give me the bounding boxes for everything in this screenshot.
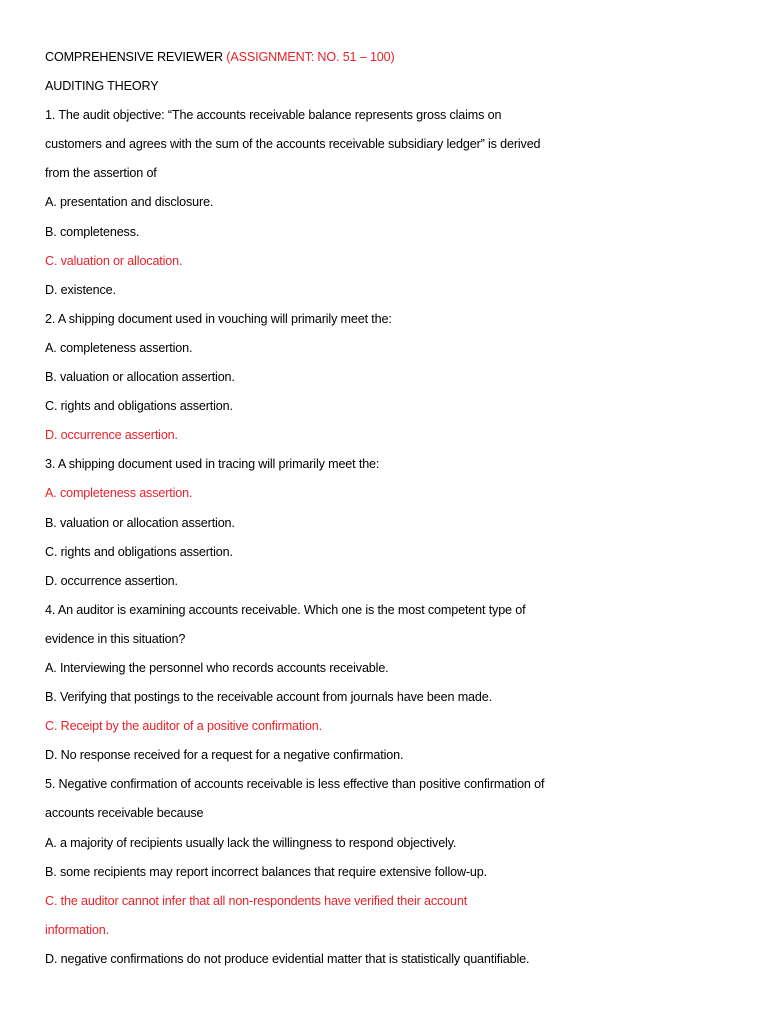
answer-option-line: C. valuation or allocation. [45, 253, 183, 268]
option-line: B. valuation or allocation assertion. [45, 515, 235, 530]
answer-option-line: C. the auditor cannot infer that all non-respondents have verified their account [45, 893, 468, 908]
option-line: D. No response received for a request for a negative confirmation. [45, 748, 404, 763]
option-line: C. rights and obligations assertion. [45, 544, 233, 559]
assignment-range: (ASSIGNMENT: NO. 51 – 100) [226, 50, 395, 64]
question-stem-line: customers and agrees with the sum of the accounts receivable subsidiary ledger” is derived [45, 137, 541, 152]
answer-option-line: A. completeness assertion. [45, 486, 193, 501]
question-stem-line: accounts receivable because [45, 806, 204, 821]
option-line: A. Interviewing the personnel who records accounts receivable. [45, 660, 389, 675]
question-stem-line: from the assertion of [45, 166, 157, 181]
answer-option-line: C. Receipt by the auditor of a positive confirmation. [45, 719, 322, 734]
question-1 [45, 104, 768, 308]
option-line: B. completeness. [45, 224, 140, 239]
option-line: D. negative confirmations do not produce evidential matter that is statistically quantifiable. [45, 951, 530, 966]
question-stem-line: evidence in this situation? [45, 631, 186, 646]
option-line: C. rights and obligations assertion. [45, 399, 233, 414]
option-line: B. some recipients may report incorrect balances that require extensive follow-up. [45, 864, 487, 879]
section-heading: AUDITING THEORY [45, 79, 159, 94]
question-2 [45, 308, 768, 453]
option-line: D. existence. [45, 282, 116, 297]
question-4 [45, 599, 768, 774]
document-title-line [45, 46, 768, 75]
question-3 [45, 453, 768, 598]
answer-option-line: D. occurrence assertion. [45, 428, 178, 443]
question-stem-line: 5. Negative confirmation of accounts receivable is less effective than positive confirmation of [45, 777, 545, 792]
option-line: B. valuation or allocation assertion. [45, 370, 235, 385]
option-line: A. a majority of recipients usually lack the willingness to respond objectively. [45, 835, 457, 850]
question-stem-line: 2. A shipping document used in vouching will primarily meet the: [45, 311, 392, 326]
option-line: A. presentation and disclosure. [45, 195, 214, 210]
question-stem-line: 1. The audit objective: “The accounts receivable balance represents gross claims on [45, 108, 502, 123]
question-5 [45, 773, 768, 977]
question-stem-line: 3. A shipping document used in tracing will primarily meet the: [45, 457, 380, 472]
option-line: D. occurrence assertion. [45, 573, 178, 588]
question-stem-line: 4. An auditor is examining accounts receivable. Which one is the most competent type of [45, 602, 526, 617]
option-line: A. completeness assertion. [45, 340, 193, 355]
document-title: COMPREHENSIVE REVIEWER [45, 50, 227, 64]
option-line: B. Verifying that postings to the receivable account from journals have been made. [45, 690, 492, 705]
question-list [45, 104, 768, 977]
answer-option-line: information. [45, 922, 109, 937]
